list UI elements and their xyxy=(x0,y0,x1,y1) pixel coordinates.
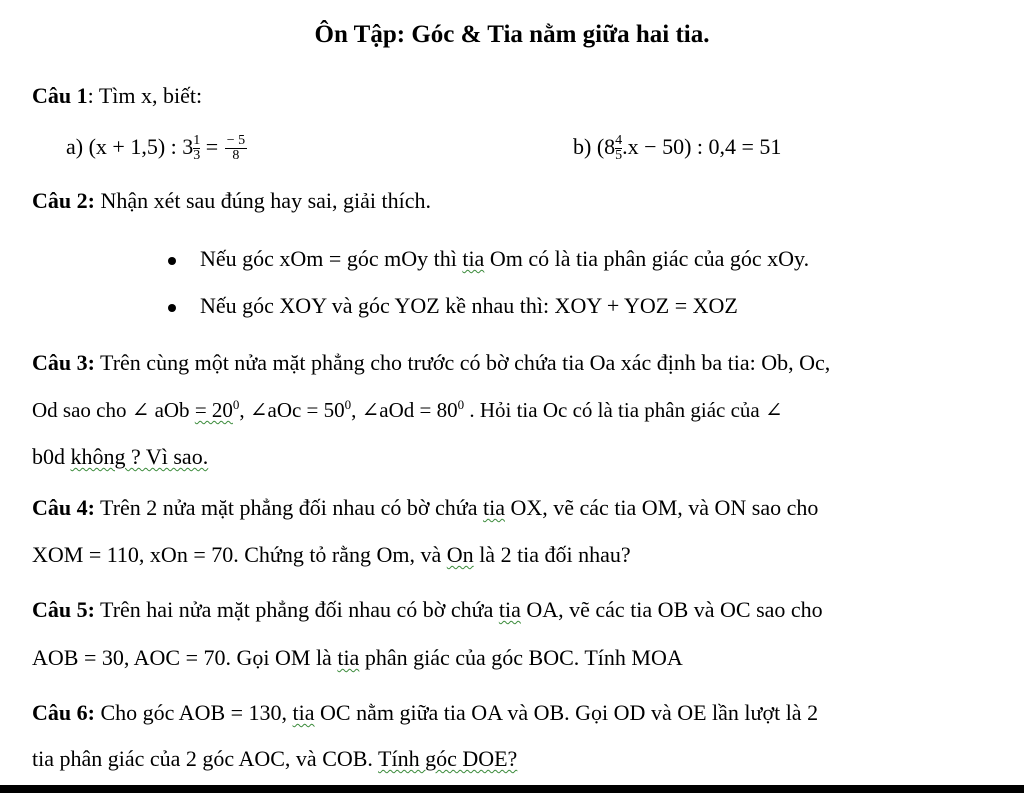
q3-line3-underlined: không ? Vì sao. xyxy=(70,444,209,469)
q5-line1-a: Trên hai nửa mặt phẳng đối nhau có bờ chứa xyxy=(94,597,499,622)
bottom-border xyxy=(0,785,1024,793)
q6-line1-a: Cho góc AOB = 130, xyxy=(94,700,293,725)
q1a-equals: = xyxy=(200,134,224,159)
question-1a xyxy=(66,134,248,163)
question-1-text: : Tìm x, biết: xyxy=(87,83,203,108)
q4-line2-a: XOM = 110, xOn = 70. Chứng tỏ rằng Om, và xyxy=(32,542,447,567)
q6-line2-a: tia phân giác của 2 góc AOC, và COB. xyxy=(32,746,379,771)
q2b1-text-a: Nếu góc xOm = góc mOy thì xyxy=(200,246,463,271)
question-3-label: Câu 3: xyxy=(32,350,95,375)
question-6-label: Câu 6: xyxy=(32,700,95,725)
question-5-line-2 xyxy=(32,645,683,671)
question-4-label: Câu 4: xyxy=(32,495,95,520)
q5-line1-underlined: tia xyxy=(498,597,521,622)
q5-line2-underlined: tia xyxy=(337,645,360,670)
question-6-line-2 xyxy=(32,746,517,772)
q1b-mixed-den: 5 xyxy=(615,148,623,164)
q4-line2-underlined: On xyxy=(446,542,474,567)
q3-line2-b: , ∠aOc = 50 xyxy=(239,398,345,422)
q5-line2-b: phân giác của góc BOC. Tính MOA xyxy=(359,645,683,670)
bullet-dot xyxy=(168,257,176,265)
question-2-bullet-2: Nếu góc XOY và góc YOZ kề nhau thì: XOY + YOZ = XOZ xyxy=(200,293,738,318)
question-2-label: Câu 2: xyxy=(32,188,95,213)
question-5-line-1 xyxy=(32,597,823,623)
q3-line2-c: , ∠aOd = 80 xyxy=(351,398,458,422)
q5-line2-a: AOB = 30, AOC = 70. Gọi OM là xyxy=(32,645,338,670)
q1a-frac-num: − 5 xyxy=(226,133,246,149)
q4-line1-b: OX, vẽ các tia OM, và ON sao cho xyxy=(504,495,819,520)
question-1-label: Câu 1 xyxy=(32,83,88,108)
q1b-mixed-num: 4 xyxy=(615,133,623,149)
question-3-line-2 xyxy=(32,397,783,423)
q2b1-underlined: tia xyxy=(462,246,485,271)
q2b1-text-b: Om có là tia phân giác của góc xOy. xyxy=(484,246,810,271)
question-3-line-1 xyxy=(32,350,830,376)
question-1-prompt xyxy=(32,83,202,109)
question-5-label: Câu 5: xyxy=(32,597,95,622)
q1a-frac-den: 8 xyxy=(232,148,240,164)
q3-line1-text: Trên cùng một nửa mặt phẳng cho trước có bờ chứa tia Oa xác định ba tia: Ob, Oc, xyxy=(94,350,831,375)
q3-line2-d: . Hỏi tia Oc có là tia phân giác của ∠ xyxy=(464,398,783,422)
q1a-mixed-den: 3 xyxy=(193,148,201,164)
q4-line1-a: Trên 2 nửa mặt phẳng đối nhau có bờ chứa xyxy=(94,495,483,520)
q3-line3-a: b0d xyxy=(32,444,71,469)
question-4-line-1 xyxy=(32,495,818,521)
q3-line2-a: Od sao cho ∠ aOb xyxy=(32,398,195,422)
q6-line1-b: OC nằm giữa tia OA và OB. Gọi OD và OE lần lượt là 2 xyxy=(314,700,819,725)
question-4-line-2 xyxy=(32,542,631,568)
q1a-prefix: a) (x + 1,5) : 3 xyxy=(66,134,194,159)
question-2-prompt xyxy=(32,188,431,214)
q3-line2-underlined: = 20 xyxy=(194,398,233,422)
document-title: Ôn Tập: Góc & Tia nằm giữa hai tia. xyxy=(314,21,710,48)
bullet-dot xyxy=(168,304,176,312)
q6-line1-underlined: tia xyxy=(292,700,315,725)
degree-sup: 0 xyxy=(344,397,352,412)
degree-sup: 0 xyxy=(457,397,465,412)
question-2-text: Nhận xét sau đúng hay sai, giải thích. xyxy=(94,188,431,213)
degree-sup: 0 xyxy=(232,397,240,412)
q4-line2-b: là 2 tia đối nhau? xyxy=(473,542,631,567)
q4-line1-underlined: tia xyxy=(482,495,505,520)
q1b-rest: .x − 50) : 0,4 = 51 xyxy=(622,134,782,159)
q6-line2-underlined: Tính góc DOE? xyxy=(378,746,518,771)
question-6-line-1 xyxy=(32,700,818,726)
q1a-mixed-num: 1 xyxy=(193,133,201,149)
q1b-prefix: b) (8 xyxy=(573,134,616,159)
question-1b xyxy=(573,134,781,163)
question-3-line-3 xyxy=(32,444,208,470)
q1a-fraction xyxy=(225,134,247,163)
question-2-bullet-1 xyxy=(200,246,809,272)
q5-line1-b: OA, vẽ các tia OB và OC sao cho xyxy=(520,597,823,622)
